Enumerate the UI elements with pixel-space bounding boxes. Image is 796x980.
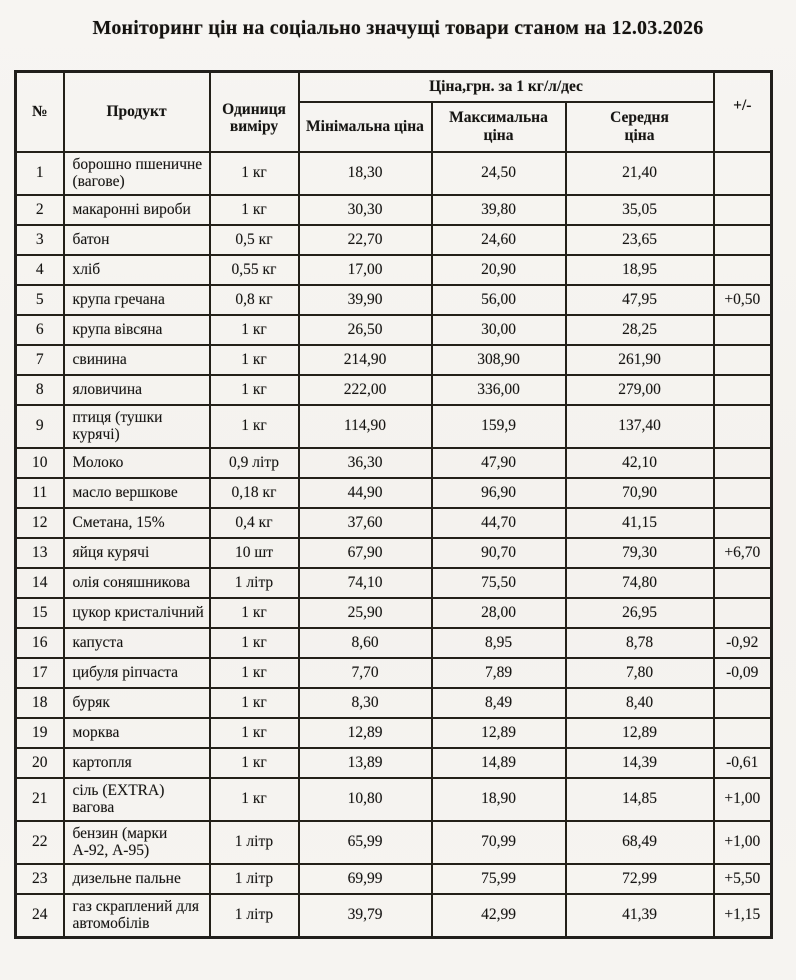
max-price-cell: 75,99 xyxy=(432,864,566,894)
table-row xyxy=(16,375,772,405)
row-number-cell: 15 xyxy=(16,598,64,628)
min-price-cell: 214,90 xyxy=(299,345,432,375)
max-price-cell: 7,89 xyxy=(432,658,566,688)
avg-price-cell: 14,85 xyxy=(566,778,714,821)
delta-cell: +1,15 xyxy=(714,894,772,938)
table-row xyxy=(16,894,772,938)
delta-cell xyxy=(714,478,772,508)
table-row xyxy=(16,508,772,538)
table-row xyxy=(16,478,772,508)
avg-price-cell: 68,49 xyxy=(566,821,714,864)
delta-cell: +0,50 xyxy=(714,285,772,315)
max-price-cell: 42,99 xyxy=(432,894,566,938)
min-price-cell: 25,90 xyxy=(299,598,432,628)
unit-cell: 0,55 кг xyxy=(210,255,299,285)
min-price-cell: 65,99 xyxy=(299,821,432,864)
unit-cell: 1 кг xyxy=(210,375,299,405)
table-row xyxy=(16,152,772,195)
avg-price-cell: 47,95 xyxy=(566,285,714,315)
product-cell: капуста xyxy=(64,628,210,658)
unit-cell: 1 кг xyxy=(210,152,299,195)
max-price-cell: 14,89 xyxy=(432,748,566,778)
max-price-cell: 30,00 xyxy=(432,315,566,345)
product-cell: птиця (тушки курячі) xyxy=(64,405,210,448)
col-header-max-price: Максимальна ціна xyxy=(432,102,566,152)
table-row xyxy=(16,315,772,345)
unit-cell: 1 літр xyxy=(210,568,299,598)
unit-cell: 1 літр xyxy=(210,894,299,938)
delta-cell xyxy=(714,315,772,345)
unit-cell: 1 літр xyxy=(210,864,299,894)
product-cell: цибуля ріпчаста xyxy=(64,658,210,688)
avg-price-cell: 14,39 xyxy=(566,748,714,778)
col-header-avg-price-label: Середня ціна xyxy=(610,109,669,144)
max-price-cell: 24,60 xyxy=(432,225,566,255)
table-row xyxy=(16,658,772,688)
unit-cell: 1 кг xyxy=(210,748,299,778)
avg-price-cell: 12,89 xyxy=(566,718,714,748)
unit-cell: 1 кг xyxy=(210,315,299,345)
row-number-cell: 12 xyxy=(16,508,64,538)
delta-cell xyxy=(714,448,772,478)
min-price-cell: 74,10 xyxy=(299,568,432,598)
table-row xyxy=(16,718,772,748)
avg-price-cell: 8,78 xyxy=(566,628,714,658)
max-price-cell: 12,89 xyxy=(432,718,566,748)
table-row xyxy=(16,285,772,315)
avg-price-cell: 21,40 xyxy=(566,152,714,195)
row-number-cell: 16 xyxy=(16,628,64,658)
max-price-cell: 336,00 xyxy=(432,375,566,405)
min-price-cell: 18,30 xyxy=(299,152,432,195)
avg-price-cell: 70,90 xyxy=(566,478,714,508)
table-header xyxy=(16,72,772,152)
table-row xyxy=(16,195,772,225)
delta-cell: +6,70 xyxy=(714,538,772,568)
row-number-cell: 10 xyxy=(16,448,64,478)
avg-price-cell: 35,05 xyxy=(566,195,714,225)
unit-cell: 1 кг xyxy=(210,718,299,748)
product-cell: морква xyxy=(64,718,210,748)
unit-cell: 1 кг xyxy=(210,598,299,628)
row-number-cell: 22 xyxy=(16,821,64,864)
row-number-cell: 20 xyxy=(16,748,64,778)
unit-cell: 1 кг xyxy=(210,195,299,225)
table-row xyxy=(16,345,772,375)
delta-cell xyxy=(714,225,772,255)
avg-price-cell: 72,99 xyxy=(566,864,714,894)
max-price-cell: 90,70 xyxy=(432,538,566,568)
delta-cell xyxy=(714,405,772,448)
avg-price-cell: 79,30 xyxy=(566,538,714,568)
min-price-cell: 7,70 xyxy=(299,658,432,688)
product-cell: свинина xyxy=(64,345,210,375)
max-price-cell: 8,49 xyxy=(432,688,566,718)
table-row xyxy=(16,225,772,255)
row-number-cell: 3 xyxy=(16,225,64,255)
avg-price-cell: 26,95 xyxy=(566,598,714,628)
unit-cell: 0,5 кг xyxy=(210,225,299,255)
avg-price-cell: 23,65 xyxy=(566,225,714,255)
product-cell: олія соняшникова xyxy=(64,568,210,598)
delta-cell xyxy=(714,195,772,225)
row-number-cell: 24 xyxy=(16,894,64,938)
row-number-cell: 17 xyxy=(16,658,64,688)
unit-cell: 1 кг xyxy=(210,345,299,375)
col-header-number: № xyxy=(16,72,64,152)
unit-cell: 0,18 кг xyxy=(210,478,299,508)
avg-price-cell: 74,80 xyxy=(566,568,714,598)
page-title: Моніторинг цін на соціально значущі товари станом на 12.03.2026 xyxy=(92,17,704,39)
product-cell: Сметана, 15% xyxy=(64,508,210,538)
row-number-cell: 21 xyxy=(16,778,64,821)
header-row-top xyxy=(16,72,772,102)
product-cell: батон xyxy=(64,225,210,255)
table-row xyxy=(16,405,772,448)
row-number-cell: 23 xyxy=(16,864,64,894)
table-row xyxy=(16,598,772,628)
avg-price-cell: 137,40 xyxy=(566,405,714,448)
table-body xyxy=(16,152,772,938)
min-price-cell: 39,79 xyxy=(299,894,432,938)
row-number-cell: 19 xyxy=(16,718,64,748)
unit-cell: 1 кг xyxy=(210,628,299,658)
product-cell: крупа гречана xyxy=(64,285,210,315)
product-cell: цукор кристалічний xyxy=(64,598,210,628)
product-cell: газ скраплений для автомобілів xyxy=(64,894,210,938)
row-number-cell: 13 xyxy=(16,538,64,568)
product-cell: яйця курячі xyxy=(64,538,210,568)
min-price-cell: 26,50 xyxy=(299,315,432,345)
max-price-cell: 24,50 xyxy=(432,152,566,195)
max-price-cell: 56,00 xyxy=(432,285,566,315)
row-number-cell: 14 xyxy=(16,568,64,598)
product-cell: хліб xyxy=(64,255,210,285)
max-price-cell: 18,90 xyxy=(432,778,566,821)
max-price-cell: 70,99 xyxy=(432,821,566,864)
min-price-cell: 13,89 xyxy=(299,748,432,778)
product-cell: яловичина xyxy=(64,375,210,405)
max-price-cell: 44,70 xyxy=(432,508,566,538)
table-row xyxy=(16,778,772,821)
table-row xyxy=(16,821,772,864)
row-number-cell: 5 xyxy=(16,285,64,315)
table-row xyxy=(16,748,772,778)
min-price-cell: 10,80 xyxy=(299,778,432,821)
unit-cell: 0,8 кг xyxy=(210,285,299,315)
avg-price-cell: 42,10 xyxy=(566,448,714,478)
col-header-product: Продукт xyxy=(64,72,210,152)
max-price-cell: 96,90 xyxy=(432,478,566,508)
row-number-cell: 9 xyxy=(16,405,64,448)
min-price-cell: 37,60 xyxy=(299,508,432,538)
min-price-cell: 222,00 xyxy=(299,375,432,405)
delta-cell: -0,09 xyxy=(714,658,772,688)
table-row xyxy=(16,688,772,718)
delta-cell xyxy=(714,345,772,375)
delta-cell: +1,00 xyxy=(714,778,772,821)
table-row xyxy=(16,255,772,285)
product-cell: макаронні вироби xyxy=(64,195,210,225)
product-cell: сіль (EXTRA) вагова xyxy=(64,778,210,821)
max-price-cell: 308,90 xyxy=(432,345,566,375)
avg-price-cell: 279,00 xyxy=(566,375,714,405)
col-header-price-group: Ціна,грн. за 1 кг/л/дес xyxy=(299,72,714,102)
unit-cell: 1 кг xyxy=(210,405,299,448)
row-number-cell: 8 xyxy=(16,375,64,405)
row-number-cell: 7 xyxy=(16,345,64,375)
row-number-cell: 2 xyxy=(16,195,64,225)
row-number-cell: 6 xyxy=(16,315,64,345)
product-cell: борошно пшеничне (вагове) xyxy=(64,152,210,195)
max-price-cell: 159,9 xyxy=(432,405,566,448)
product-cell: дизельне пальне xyxy=(64,864,210,894)
delta-cell xyxy=(714,688,772,718)
unit-cell: 1 кг xyxy=(210,778,299,821)
row-number-cell: 4 xyxy=(16,255,64,285)
min-price-cell: 67,90 xyxy=(299,538,432,568)
delta-cell: -0,92 xyxy=(714,628,772,658)
delta-cell xyxy=(714,152,772,195)
avg-price-cell: 28,25 xyxy=(566,315,714,345)
delta-cell: -0,61 xyxy=(714,748,772,778)
max-price-cell: 47,90 xyxy=(432,448,566,478)
product-cell: крупа вівсяна xyxy=(64,315,210,345)
product-cell: буряк xyxy=(64,688,210,718)
unit-cell: 1 літр xyxy=(210,821,299,864)
min-price-cell: 36,30 xyxy=(299,448,432,478)
max-price-cell: 39,80 xyxy=(432,195,566,225)
delta-cell xyxy=(714,718,772,748)
delta-cell: +1,00 xyxy=(714,821,772,864)
unit-cell: 10 шт xyxy=(210,538,299,568)
min-price-cell: 39,90 xyxy=(299,285,432,315)
table-row xyxy=(16,628,772,658)
min-price-cell: 44,90 xyxy=(299,478,432,508)
col-header-delta: +/- xyxy=(714,72,772,152)
max-price-cell: 28,00 xyxy=(432,598,566,628)
table-row xyxy=(16,538,772,568)
col-header-min-price: Мінімальна ціна xyxy=(299,102,432,152)
avg-price-cell: 261,90 xyxy=(566,345,714,375)
avg-price-cell: 8,40 xyxy=(566,688,714,718)
min-price-cell: 114,90 xyxy=(299,405,432,448)
unit-cell: 0,4 кг xyxy=(210,508,299,538)
col-header-avg-price xyxy=(566,102,714,152)
min-price-cell: 22,70 xyxy=(299,225,432,255)
avg-price-cell: 41,15 xyxy=(566,508,714,538)
min-price-cell: 8,60 xyxy=(299,628,432,658)
row-number-cell: 1 xyxy=(16,152,64,195)
table-row xyxy=(16,864,772,894)
avg-price-cell: 41,39 xyxy=(566,894,714,938)
product-cell: бензин (марки А-92, А-95) xyxy=(64,821,210,864)
max-price-cell: 8,95 xyxy=(432,628,566,658)
table-row xyxy=(16,448,772,478)
min-price-cell: 12,89 xyxy=(299,718,432,748)
min-price-cell: 8,30 xyxy=(299,688,432,718)
max-price-cell: 75,50 xyxy=(432,568,566,598)
row-number-cell: 18 xyxy=(16,688,64,718)
product-cell: масло вершкове xyxy=(64,478,210,508)
avg-price-cell: 7,80 xyxy=(566,658,714,688)
product-cell: картопля xyxy=(64,748,210,778)
unit-cell: 1 кг xyxy=(210,688,299,718)
unit-cell: 0,9 літр xyxy=(210,448,299,478)
min-price-cell: 30,30 xyxy=(299,195,432,225)
delta-cell xyxy=(714,598,772,628)
unit-cell: 1 кг xyxy=(210,658,299,688)
table-row xyxy=(16,568,772,598)
avg-price-cell: 18,95 xyxy=(566,255,714,285)
max-price-cell: 20,90 xyxy=(432,255,566,285)
delta-cell xyxy=(714,508,772,538)
product-cell: Молоко xyxy=(64,448,210,478)
min-price-cell: 17,00 xyxy=(299,255,432,285)
row-number-cell: 11 xyxy=(16,478,64,508)
col-header-unit: Одиниця виміру xyxy=(210,72,299,152)
delta-cell xyxy=(714,255,772,285)
min-price-cell: 69,99 xyxy=(299,864,432,894)
delta-cell xyxy=(714,568,772,598)
delta-cell xyxy=(714,375,772,405)
delta-cell: +5,50 xyxy=(714,864,772,894)
price-monitoring-table xyxy=(14,70,773,939)
